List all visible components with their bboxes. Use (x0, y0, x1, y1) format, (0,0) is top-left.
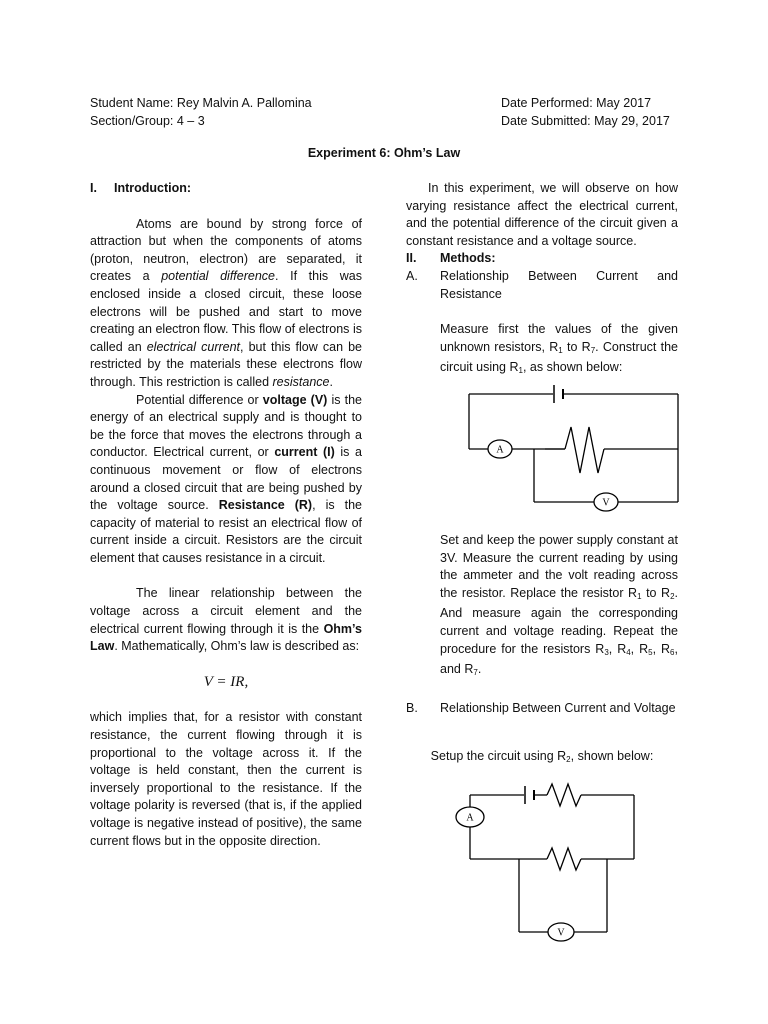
header-right (501, 94, 670, 130)
method-b-heading (406, 700, 678, 718)
date-submitted: Date Submitted: May 29, 2017 (501, 114, 670, 128)
method-b-label: B. (406, 700, 418, 715)
circuit-diagram-1 (440, 380, 712, 532)
right-column (406, 180, 678, 956)
ammeter-label-2: A (466, 812, 474, 824)
resistor-top (547, 784, 581, 806)
voltmeter-label: V (602, 497, 610, 509)
intro-paragraph-4: which implies that, for a resistor with constant resistance, the current flowing through it is proportional to the voltage across it. If the voltage is held constant, then the current is inversely proportional to the resistance. If the voltage polarity is reversed (that is, if the applied voltage is negative instead of positive), the same current flows but in the opposite direction. (90, 710, 362, 848)
method-a-title: Relationship Between Current and Resistance (440, 268, 678, 301)
method-a-body (440, 303, 678, 682)
circuit-diagram-2 (406, 781, 678, 956)
intro-paragraph-3: The linear relationship between the voltage across a circuit element and the electrical current flowing through it is the Ohm’s Law. Mathematically, Ohm’s law is described as: (90, 586, 362, 654)
method-a-paragraph-2: Set and keep the power supply constant at 3V. Measure the current reading by using the ammeter and the volt reading across the resistor. Replace the resistor $R_1$ to $R_2$. And measure again the corresponding current and voltage reading. Repeat the procedure for the resistors $R_3$, $R_4$, $R_5$, $R_6$, and $R_7$. (440, 532, 678, 678)
intro-paragraph-2: Potential difference or voltage (V) is the energy of an electrical supply and is thought to be the force that moves the electrons through a conductor. Electrical current, or current (I) is a continuous movement or flow of electrons around a closed circuit that are being pushed by the voltage source. Resistance (R), is the capacity of material to resist an electrical flow of current inside a circuit. Resistors are the circuit element that causes resistance in a circuit. (90, 392, 362, 565)
voltmeter-label-2: V (557, 927, 565, 939)
left-column (90, 180, 362, 850)
header-left (90, 94, 312, 130)
ohms-law-equation: V = IR, (203, 673, 249, 690)
method-b-title: Relationship Between Current and Voltage (440, 700, 676, 715)
intro-paragraph-1: Atoms are bound by strong force of attraction but when the components of atoms (proton, neutron, electron) are separated, it creates a potential difference. If this was enclosed inside a closed circuit, these loose electrons will be pushed and start to move creating an electron flow. This flow of electrons is called an electrical current, but this flow can be restricted by the materials these electrons flow through. This restriction is called resistance. (90, 216, 363, 389)
ammeter-label: A (496, 444, 504, 456)
introduction-heading-number: I. (90, 181, 97, 195)
methods-heading-text: Methods: (440, 251, 496, 266)
resistor-1 (565, 427, 604, 473)
section-group: Section/Group: 4 – 3 (90, 114, 205, 128)
document-title: Experiment 6: Ohm’s Law (307, 146, 461, 160)
resistor-2 (547, 848, 581, 870)
method-b-body (406, 717, 678, 956)
method-a-heading (406, 268, 678, 303)
student-name: Student Name: Rey Malvin A. Pallomina (90, 96, 312, 110)
experiment-intro-paragraph: In this experiment, we will observe on how varying resistance affect the electrical current, and the potential difference of the circuit given a constant resistance and a voltage source. (406, 181, 678, 248)
introduction-heading (90, 180, 362, 198)
methods-heading (406, 250, 678, 268)
method-b-paragraph-1: Setup the circuit using $R_2$, shown below: (430, 748, 654, 764)
method-a-label: A. (406, 268, 418, 283)
methods-heading-number: II. (406, 251, 417, 266)
introduction-heading-text: Introduction: (114, 181, 192, 195)
date-performed: Date Performed: May 2017 (501, 96, 652, 110)
method-a-paragraph-1: Measure first the values of the given unknown resistors, $R_1$ to $R_7$. Construct the circuit using $R_1$, as shown below: (440, 322, 679, 376)
